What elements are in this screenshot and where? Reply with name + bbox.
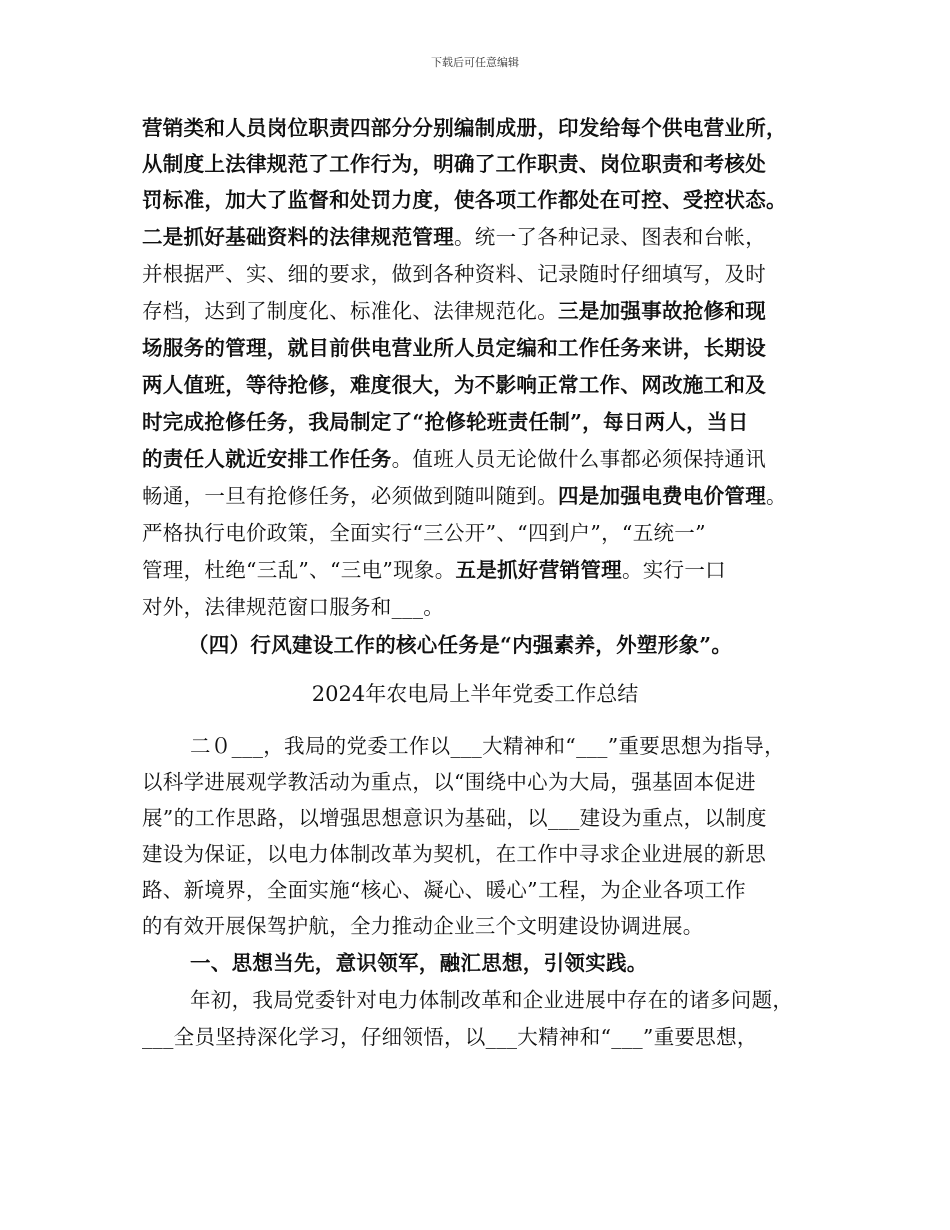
page-header-note: 下载后可任意编辑 [431,56,519,69]
section-heading: 一、思想当先，意识领军，融汇思想，引领实践。 [190,951,648,975]
body-line: 二０___，我局的党委工作以___大精神和“___”重要思想为指导， [190,734,785,758]
section-heading: （四）行风建设工作的核心任务是“内强素养，外塑形象”。 [188,633,733,657]
body-line: ___全员坚持深化学习，仔细领悟，以___大精神和“___”重要思想， [142,1025,758,1049]
text-span: 存档，达到了制度化、标准化、法律规范化。 [142,299,558,323]
body-line: 严格执行电价政策，全面实行“三公开”、“四到户”，“五统一” [142,521,706,545]
body-line: 营销类和人员岗位职责四部分分别编制成册，印发给每个供电营业所， [142,116,787,140]
bold-phrase: 三是加强事故抢修和现 [558,299,766,323]
bold-phrase: 四是加强电费电价管理 [558,484,766,508]
body-line: 以科学进展观学教活动为重点，以“围绕中心为大局，强基固本促进 [142,770,756,794]
body-line: 建设为保证，以电力体制改革为契机，在工作中寻求企业进展的新思 [142,842,766,866]
document-title: 2024年农电局上半年党委工作总结 [311,682,639,706]
body-line: 展”的工作思路，以增强思想意识为基础，以___建设为重点，以制度 [142,806,767,830]
body-line: 并根据严、实、细的要求，做到各种资料、记录随时仔细填写，及时 [142,262,766,286]
bold-phrase: 五是抓好营销管理 [455,558,622,582]
body-line: 路、新境界，全面实施“核心、凝心、暖心”工程，为企业各项工作 [142,878,746,902]
text-span: 畅通，一旦有抢修任务，必须做到随叫随到。 [142,484,558,508]
body-line [142,297,842,325]
body-line [142,556,842,584]
text-span: 管理，杜绝“三乱”、“三电”现象。 [142,558,456,582]
bold-phrase: 二是抓好基础资料的法律规范管理 [142,225,454,249]
body-line: 的有效开展保驾护航，全力推动企业三个文明建设协调进展。 [142,914,704,938]
text-span: 。 [766,484,787,508]
body-line: 时完成抢修任务，我局制定了“抢修轮班责任制”，每日两人，当日 [142,410,749,434]
body-line [142,482,842,510]
text-span: 。值班人员无论做什么事都必须保持通讯 [391,447,767,471]
text-span: 。实行一口 [621,558,726,582]
body-line [142,223,842,251]
body-line: 对外，法律规范窗口服务和___。 [142,595,445,619]
body-line: 两人值班，等待抢修，难度很大，为不影响正常工作、网改施工和及 [142,373,766,397]
body-line: 罚标准，加大了监督和处罚力度，使各项工作都处在可控、受控状态。 [142,188,787,212]
body-line: 从制度上法律规范了工作行为，明确了工作职责、岗位职责和考核处 [142,152,766,176]
body-line [142,445,842,473]
bold-phrase: 的责任人就近安排工作任务 [142,447,392,471]
text-span: 。统一了各种记录、图表和台帐， [454,225,766,249]
body-line: 场服务的管理，就目前供电营业所人员定编和工作任务来讲，长期设 [142,336,766,360]
body-line: 年初，我局党委针对电力体制改革和企业进展中存在的诸多问题， [190,988,794,1012]
